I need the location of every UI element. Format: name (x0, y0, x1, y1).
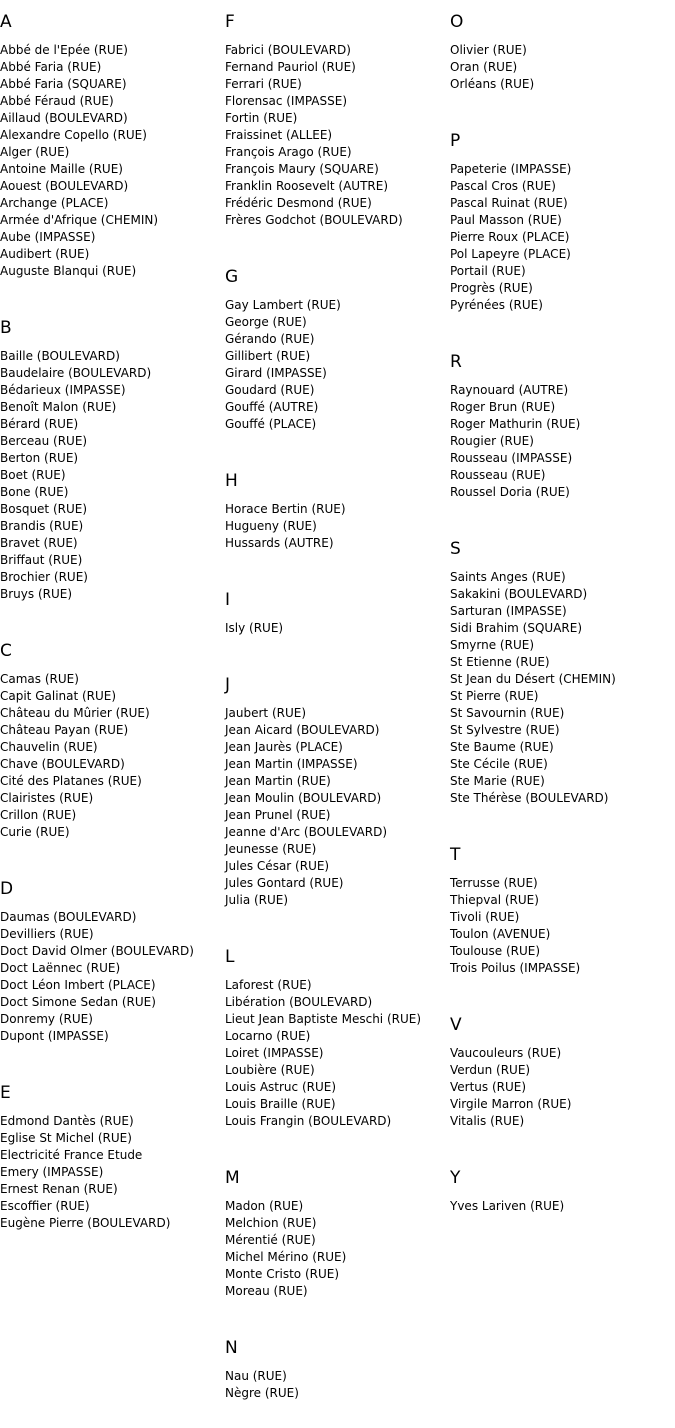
street-link[interactable]: Ste Baume (RUE) (450, 740, 554, 754)
section-letter-heading: A (0, 12, 12, 32)
street-link[interactable]: Madon (RUE) (225, 1199, 304, 1213)
letter-section-o (450, 0, 675, 119)
street-link[interactable]: Jean Prunel (RUE) (225, 808, 331, 822)
section-letter-heading: L (225, 947, 235, 967)
letter-section-n (225, 1326, 450, 1428)
section-spacer (225, 229, 450, 255)
street-link[interactable]: Chave (BOULEVARD) (0, 757, 125, 771)
street-link[interactable]: Doct David Olmer (BOULEVARD) (0, 944, 194, 958)
letter-section-e (0, 1071, 225, 1258)
letter-section-c (0, 629, 225, 867)
street-link[interactable]: Bravet (RUE) (0, 536, 78, 550)
street-link[interactable]: Rousseau (IMPASSE) (450, 451, 573, 465)
street-link[interactable]: Curie (RUE) (0, 825, 70, 839)
street-link[interactable]: Tivoli (RUE) (450, 910, 520, 924)
letter-section-b (0, 306, 225, 629)
street-link[interactable]: Bosquet (RUE) (0, 502, 88, 516)
street-link[interactable]: Jules César (RUE) (225, 859, 330, 873)
section-letter-heading: B (0, 318, 12, 338)
street-link[interactable]: Alger (RUE) (0, 145, 70, 159)
street-link[interactable]: Doct Simone Sedan (RUE) (0, 995, 156, 1009)
street-link[interactable]: Aube (IMPASSE) (0, 230, 96, 244)
street-link[interactable]: Roussel Doria (RUE) (450, 485, 570, 499)
street-link[interactable]: Verdun (RUE) (450, 1063, 531, 1077)
street-link[interactable]: Eugène Pierre (BOULEVARD) (0, 1216, 171, 1230)
section-letter-heading: P (450, 131, 461, 151)
street-link[interactable]: Cité des Platanes (RUE) (0, 774, 142, 788)
street-link[interactable]: Electricité France Etude (0, 1148, 143, 1162)
street-link[interactable]: Oran (RUE) (450, 60, 518, 74)
street-link[interactable]: Jean Moulin (BOULEVARD) (225, 791, 382, 805)
letter-section-v (450, 1003, 675, 1156)
street-link[interactable]: Pyrénées (RUE) (450, 298, 543, 312)
section-spacer (450, 977, 675, 1003)
section-spacer (225, 909, 450, 935)
section-letter-heading: S (450, 539, 461, 559)
index-column (0, 0, 225, 1258)
section-letter-heading: F (225, 12, 235, 32)
street-link[interactable]: Progrès (RUE) (450, 281, 533, 295)
street-link[interactable]: Bérard (RUE) (0, 417, 79, 431)
street-link[interactable]: Berton (RUE) (0, 451, 79, 465)
street-link[interactable]: Briffaut (RUE) (0, 553, 83, 567)
street-link[interactable]: Ste Thérèse (BOULEVARD) (450, 791, 609, 805)
street-link[interactable]: Goudard (RUE) (225, 383, 315, 397)
street-link[interactable]: Horace Bertin (RUE) (225, 502, 346, 516)
letter-section-j (225, 663, 450, 935)
street-link[interactable]: Doct Léon Imbert (PLACE) (0, 978, 156, 992)
street-link[interactable]: Abbé Féraud (RUE) (0, 94, 114, 108)
letter-section-r (450, 340, 675, 527)
street-link[interactable]: Escoffier (RUE) (0, 1199, 90, 1213)
section-spacer (0, 280, 225, 306)
street-link[interactable]: Ste Cécile (RUE) (450, 757, 548, 771)
street-link[interactable]: Alexandre Copello (RUE) (0, 128, 147, 142)
street-link[interactable]: Mérentié (RUE) (225, 1233, 316, 1247)
street-link[interactable]: Jeunesse (RUE) (225, 842, 317, 856)
street-link[interactable]: Fraissinet (ALLEE) (225, 128, 333, 142)
street-link[interactable]: Brochier (RUE) (0, 570, 88, 584)
street-link[interactable]: Capit Galinat (RUE) (0, 689, 117, 703)
street-link[interactable]: Clairistes (RUE) (0, 791, 94, 805)
street-link[interactable]: Rougier (RUE) (450, 434, 534, 448)
street-link[interactable]: Brandis (RUE) (0, 519, 84, 533)
street-link[interactable]: Gillibert (RUE) (225, 349, 311, 363)
index-column (225, 0, 450, 1428)
letter-section-g (225, 255, 450, 459)
street-link[interactable]: Aillaud (BOULEVARD) (0, 111, 128, 125)
street-link[interactable]: Fabrici (BOULEVARD) (225, 43, 351, 57)
street-link[interactable]: Louis Braille (RUE) (225, 1097, 336, 1111)
section-spacer (225, 1130, 450, 1156)
street-link[interactable]: Audibert (RUE) (0, 247, 90, 261)
street-link[interactable]: Moreau (RUE) (225, 1284, 308, 1298)
section-spacer (225, 1300, 450, 1326)
street-link[interactable]: Laforest (RUE) (225, 978, 312, 992)
street-link[interactable]: Louis Frangin (BOULEVARD) (225, 1114, 392, 1128)
street-link[interactable]: Nègre (RUE) (225, 1386, 299, 1400)
street-link[interactable]: Orléans (RUE) (450, 77, 535, 91)
street-link[interactable]: Ernest Renan (RUE) (0, 1182, 118, 1196)
street-link[interactable]: Devilliers (RUE) (0, 927, 94, 941)
street-link[interactable]: Jean Martin (IMPASSE) (225, 757, 358, 771)
section-letter-heading: E (0, 1083, 11, 1103)
street-link[interactable]: Emery (IMPASSE) (0, 1165, 104, 1179)
section-letter-heading: H (225, 471, 238, 491)
street-link[interactable]: Florensac (IMPASSE) (225, 94, 348, 108)
street-link[interactable]: Eglise St Michel (RUE) (0, 1131, 132, 1145)
street-link[interactable]: Camas (RUE) (0, 672, 79, 686)
street-link[interactable]: Vaucouleurs (RUE) (450, 1046, 562, 1060)
section-spacer (450, 314, 675, 340)
section-letter-heading: O (450, 12, 464, 32)
section-spacer (0, 841, 225, 867)
street-link[interactable]: Hugueny (RUE) (225, 519, 317, 533)
street-link[interactable]: Hussards (AUTRE) (225, 536, 334, 550)
street-link[interactable]: Olivier (RUE) (450, 43, 527, 57)
street-link[interactable]: St Etienne (RUE) (450, 655, 550, 669)
street-link[interactable]: Bédarieux (IMPASSE) (0, 383, 126, 397)
street-link[interactable]: Papeterie (IMPASSE) (450, 162, 572, 176)
letter-section-i (225, 578, 450, 663)
section-spacer (450, 501, 675, 527)
street-link[interactable]: Ste Marie (RUE) (450, 774, 545, 788)
letter-section-h (225, 459, 450, 578)
street-link[interactable]: Armée d'Afrique (CHEMIN) (0, 213, 159, 227)
letter-section-s (450, 527, 675, 833)
street-link[interactable]: Baudelaire (BOULEVARD) (0, 366, 152, 380)
street-link[interactable]: Auguste Blanqui (RUE) (0, 264, 137, 278)
section-letter-heading: N (225, 1338, 238, 1358)
section-letter-heading: I (225, 590, 231, 610)
street-link[interactable]: Crillon (RUE) (0, 808, 77, 822)
street-link[interactable]: Fernand Pauriol (RUE) (225, 60, 356, 74)
street-link[interactable]: St Sylvestre (RUE) (450, 723, 560, 737)
street-link[interactable]: Terrusse (RUE) (450, 876, 538, 890)
section-letter-heading: Y (450, 1168, 461, 1188)
street-link[interactable]: Pierre Roux (PLACE) (450, 230, 570, 244)
section-spacer (450, 807, 675, 833)
street-link[interactable]: Roger Mathurin (RUE) (450, 417, 581, 431)
street-link[interactable]: St Savournin (RUE) (450, 706, 565, 720)
index-column (450, 0, 675, 1241)
street-link[interactable]: Julia (RUE) (225, 893, 289, 907)
letter-section-f (225, 0, 450, 255)
street-link[interactable]: Edmond Dantès (RUE) (0, 1114, 134, 1128)
section-letter-heading: C (0, 641, 12, 661)
street-link[interactable]: Sarturan (IMPASSE) (450, 604, 567, 618)
street-link[interactable]: Gouffé (PLACE) (225, 417, 317, 431)
street-link[interactable]: Bone (RUE) (0, 485, 69, 499)
street-link[interactable]: Smyrne (RUE) (450, 638, 534, 652)
section-spacer (450, 93, 675, 119)
street-link[interactable]: Chauvelin (RUE) (0, 740, 98, 754)
letter-section-p (450, 119, 675, 340)
letter-section-m (225, 1156, 450, 1326)
street-link[interactable]: Sidi Brahim (SQUARE) (450, 621, 583, 635)
street-link[interactable]: Frères Godchot (BOULEVARD) (225, 213, 403, 227)
letter-section-l (225, 935, 450, 1156)
street-link[interactable]: Rousseau (RUE) (450, 468, 546, 482)
street-link[interactable]: Yves Lariven (RUE) (450, 1199, 565, 1213)
street-link[interactable]: Jeanne d'Arc (BOULEVARD) (225, 825, 387, 839)
letter-section-d (0, 867, 225, 1071)
street-link[interactable]: Toulouse (RUE) (450, 944, 541, 958)
street-link[interactable]: Paul Masson (RUE) (450, 213, 562, 227)
street-link[interactable]: Toulon (AVENUE) (450, 927, 551, 941)
letter-section-t (450, 833, 675, 1003)
street-link[interactable]: Fortin (RUE) (225, 111, 298, 125)
street-link[interactable]: Gérando (RUE) (225, 332, 315, 346)
street-link[interactable]: Trois Poilus (IMPASSE) (450, 961, 581, 975)
street-link[interactable]: Locarno (RUE) (225, 1029, 311, 1043)
letter-section-y (450, 1156, 675, 1241)
street-link[interactable]: Donremy (RUE) (0, 1012, 93, 1026)
section-letter-heading: M (225, 1168, 240, 1188)
street-link[interactable]: Roger Brun (RUE) (450, 400, 556, 414)
street-link[interactable]: Pascal Cros (RUE) (450, 179, 556, 193)
street-link[interactable]: George (RUE) (225, 315, 307, 329)
section-spacer (225, 637, 450, 663)
street-link[interactable]: Vertus (RUE) (450, 1080, 527, 1094)
section-spacer (450, 1130, 675, 1156)
street-link[interactable]: Pascal Ruinat (RUE) (450, 196, 568, 210)
street-link[interactable]: Loubière (RUE) (225, 1063, 315, 1077)
street-link[interactable]: Monte Cristo (RUE) (225, 1267, 340, 1281)
section-spacer (450, 1215, 675, 1241)
street-link[interactable]: Doct Laënnec (RUE) (0, 961, 121, 975)
street-link[interactable]: Saints Anges (RUE) (450, 570, 566, 584)
street-link[interactable]: François Maury (SQUARE) (225, 162, 379, 176)
street-link[interactable]: Isly (RUE) (225, 621, 284, 635)
section-letter-heading: T (450, 845, 461, 865)
street-link[interactable]: Abbé Faria (RUE) (0, 60, 102, 74)
street-link[interactable]: Frédéric Desmond (RUE) (225, 196, 372, 210)
street-link[interactable]: Sakakini (BOULEVARD) (450, 587, 588, 601)
street-link[interactable]: Daumas (BOULEVARD) (0, 910, 137, 924)
street-link[interactable]: Jean Aicard (BOULEVARD) (225, 723, 380, 737)
section-letter-heading: R (450, 352, 462, 372)
section-letter-heading: J (225, 675, 231, 695)
street-link[interactable]: Pol Lapeyre (PLACE) (450, 247, 571, 261)
street-link[interactable]: Boet (RUE) (0, 468, 66, 482)
section-spacer (225, 433, 450, 459)
street-link[interactable]: Aouest (BOULEVARD) (0, 179, 129, 193)
street-link[interactable]: Jean Martin (RUE) (225, 774, 331, 788)
street-link[interactable]: François Arago (RUE) (225, 145, 352, 159)
street-link[interactable]: Jaubert (RUE) (225, 706, 307, 720)
street-link[interactable]: Raynouard (AUTRE) (450, 383, 569, 397)
street-link[interactable]: St Jean du Désert (CHEMIN) (450, 672, 616, 686)
section-letter-heading: D (0, 879, 14, 899)
street-link[interactable]: Dupont (IMPASSE) (0, 1029, 109, 1043)
street-link[interactable]: Jean Jaurès (PLACE) (225, 740, 343, 754)
street-link[interactable]: Libération (BOULEVARD) (225, 995, 373, 1009)
street-link[interactable]: Baille (BOULEVARD) (0, 349, 120, 363)
street-link[interactable]: Louis Astruc (RUE) (225, 1080, 337, 1094)
street-link[interactable]: Nau (RUE) (225, 1369, 287, 1383)
street-link[interactable]: Gay Lambert (RUE) (225, 298, 341, 312)
street-link[interactable]: Château Payan (RUE) (0, 723, 129, 737)
section-letter-heading: G (225, 267, 239, 287)
street-link[interactable]: Vitalis (RUE) (450, 1114, 525, 1128)
street-link[interactable]: Archange (PLACE) (0, 196, 109, 210)
street-link[interactable]: Bruys (RUE) (0, 587, 73, 601)
street-link[interactable]: Abbé de l'Epée (RUE) (0, 43, 128, 57)
street-link[interactable]: Abbé Faria (SQUARE) (0, 77, 127, 91)
section-spacer (225, 1402, 450, 1428)
street-link[interactable]: Virgile Marron (RUE) (450, 1097, 572, 1111)
section-letter-heading: V (450, 1015, 462, 1035)
section-spacer (0, 1045, 225, 1071)
street-link[interactable]: Franklin Roosevelt (AUTRE) (225, 179, 389, 193)
street-link[interactable]: Berceau (RUE) (0, 434, 88, 448)
street-link[interactable]: Melchion (RUE) (225, 1216, 317, 1230)
section-spacer (0, 1232, 225, 1258)
street-link[interactable]: Michel Mérino (RUE) (225, 1250, 347, 1264)
letter-section-a (0, 0, 225, 306)
street-link[interactable]: Gouffé (AUTRE) (225, 400, 319, 414)
street-link[interactable]: St Pierre (RUE) (450, 689, 539, 703)
street-link[interactable]: Antoine Maille (RUE) (0, 162, 123, 176)
street-link[interactable]: Portail (RUE) (450, 264, 526, 278)
section-spacer (0, 603, 225, 629)
street-link[interactable]: Jules Gontard (RUE) (225, 876, 344, 890)
street-link[interactable]: Thiepval (RUE) (450, 893, 539, 907)
street-link[interactable]: Château du Mûrier (RUE) (0, 706, 150, 720)
street-link[interactable]: Girard (IMPASSE) (225, 366, 327, 380)
street-link[interactable]: Loiret (IMPASSE) (225, 1046, 324, 1060)
street-link[interactable]: Benoît Malon (RUE) (0, 400, 117, 414)
street-link[interactable]: Ferrari (RUE) (225, 77, 302, 91)
section-spacer (225, 552, 450, 578)
street-link[interactable]: Lieut Jean Baptiste Meschi (RUE) (225, 1012, 422, 1026)
